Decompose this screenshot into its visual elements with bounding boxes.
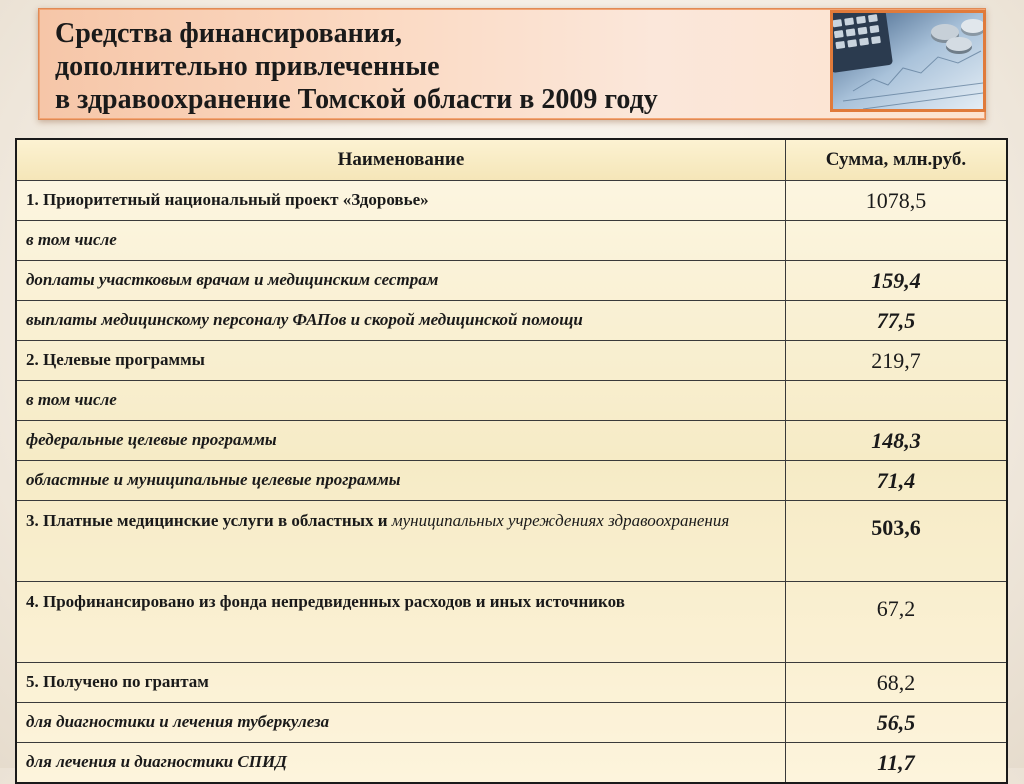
title-line-2: дополнительно привлеченные [55, 51, 440, 82]
row-name: областные и муниципальные целевые программы [16, 461, 785, 501]
row-name: для диагностики и лечения туберкулеза [16, 703, 785, 743]
row-value [785, 221, 1007, 261]
table-row [16, 261, 1007, 301]
row-name: 1. Приоритетный национальный проект «Здоровье» [16, 181, 785, 221]
funding-table [15, 138, 1008, 784]
table-row [16, 461, 1007, 501]
row-name: 5. Получено по грантам [16, 663, 785, 703]
column-header-name: Наименование [16, 139, 785, 181]
row-value [785, 381, 1007, 421]
row-value: 219,7 [785, 341, 1007, 381]
row-value: 148,3 [785, 421, 1007, 461]
page-title [55, 17, 815, 116]
title-line-3: в здравоохранение Томской области в 2009 году [55, 84, 658, 115]
table-row [16, 501, 1007, 582]
row-value: 1078,5 [785, 181, 1007, 221]
row-name: 4. Профинансировано из фонда непредвиденных расходов и иных источников [16, 582, 785, 663]
table-row [16, 221, 1007, 261]
row-name: федеральные целевые программы [16, 421, 785, 461]
table-row [16, 181, 1007, 221]
table-row [16, 301, 1007, 341]
finance-photo-icon [830, 10, 986, 112]
table-row [16, 421, 1007, 461]
row-name [16, 501, 785, 582]
row-name: в том числе [16, 221, 785, 261]
table-header-row [16, 139, 1007, 181]
row-value: 77,5 [785, 301, 1007, 341]
table-row [16, 381, 1007, 421]
table-row [16, 703, 1007, 743]
column-header-sum: Сумма, млн.руб. [785, 139, 1007, 181]
table-row [16, 582, 1007, 663]
row-name-bold-part: 3. Платные медицинские услуги в областных и [26, 511, 392, 530]
title-line-1: Средства финансирования, [55, 18, 403, 49]
row-name: для лечения и диагностики СПИД [16, 743, 785, 783]
table-row [16, 743, 1007, 783]
row-name: доплаты участковым врачам и медицинским сестрам [16, 261, 785, 301]
row-value: 67,2 [785, 582, 1007, 663]
table-row [16, 663, 1007, 703]
row-value: 68,2 [785, 663, 1007, 703]
row-value: 159,4 [785, 261, 1007, 301]
row-name-italic-part: муниципальных учреждениях здравоохранения [391, 511, 730, 530]
table-row [16, 341, 1007, 381]
row-value: 56,5 [785, 703, 1007, 743]
row-value: 11,7 [785, 743, 1007, 783]
row-name: 2. Целевые программы [16, 341, 785, 381]
row-name: выплаты медицинскому персоналу ФАПов и скорой медицинской помощи [16, 301, 785, 341]
row-name: в том числе [16, 381, 785, 421]
row-value: 503,6 [785, 501, 1007, 582]
row-value: 71,4 [785, 461, 1007, 501]
